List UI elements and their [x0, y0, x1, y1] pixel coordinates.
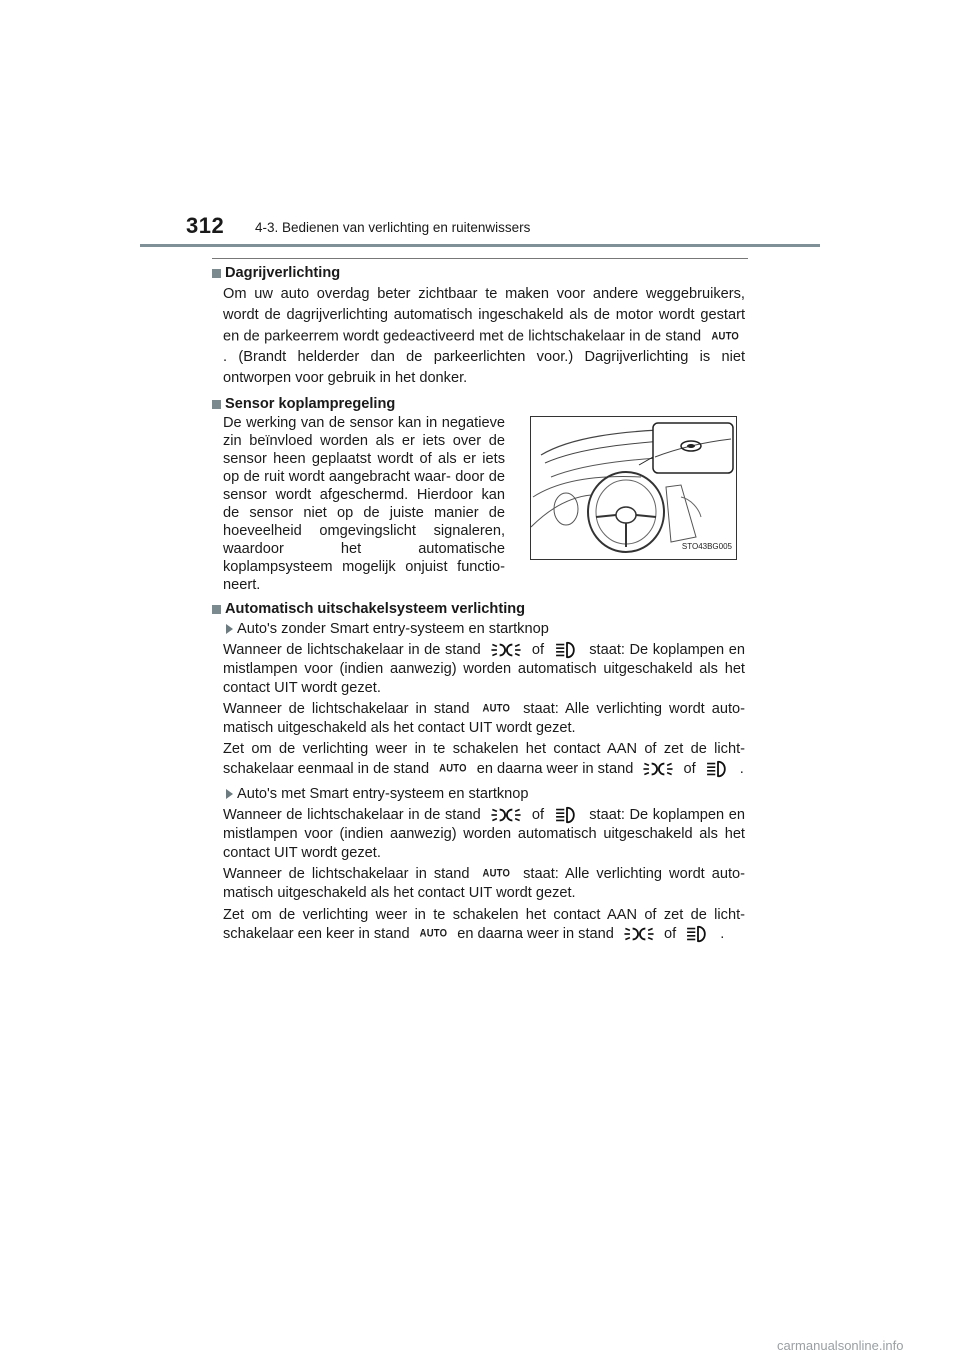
subheading-text: Auto's met Smart entry-systeem en startknop	[237, 785, 529, 802]
para-text: .	[739, 760, 744, 777]
sensor-paragraph: De werking van de sensor kan in negatieve zin beïnvloed worden als er iets over de sensor heen geplaatst wordt of als er iets op de ruit wordt aangebracht waar- door de sensor wordt afgeschermd. Hierdoor kan de sensor niet op de juiste manier de hoeveelheid omgevingslicht signaleren, waardoor het automatische koplampsysteem mogelijk onjuist functio- neert.	[223, 415, 505, 594]
parking-lights-icon	[641, 759, 675, 779]
auto-icon: AUTO	[482, 702, 511, 716]
headlights-icon	[553, 640, 581, 660]
subheading-text: Auto's zonder Smart entry-systeem en startknop	[237, 620, 549, 637]
watermark-link[interactable]: carmanualsonline.info	[777, 1338, 904, 1353]
para-text: Wanneer de lichtschakelaar in de stand	[223, 642, 481, 659]
drl-text-b: . (Brandt helderder dan de parkeerlichten voor.) Dagrijverlichting is niet ontworpen voor gebruik in het donker.	[223, 348, 745, 386]
with-smart-p2	[212, 865, 745, 902]
with-smart-p1	[212, 805, 745, 862]
without-smart-p2	[212, 700, 745, 737]
subheading-with-smart	[212, 785, 745, 804]
section-heading-text: Automatisch uitschakelsysteem verlichting	[225, 601, 526, 618]
para-text: staat: Alle verlichting wordt auto- matisch uitgeschakeld als het contact UIT wordt gezet.	[223, 866, 746, 902]
para-text: of	[531, 807, 545, 824]
square-bullet-icon	[212, 605, 221, 614]
para-text: en daarna weer in stand	[457, 925, 614, 942]
drl-text-a: Om uw auto overdag beter zichtbaar te maken voor andere weggebruikers, wordt de dagrijverlichting automatisch ingeschakeld als de motor wordt gestart en de parkeerrem wordt gedeactiveerd met de lichtschakelaar in de stand	[223, 285, 745, 344]
headlights-icon	[684, 924, 712, 944]
headlights-icon	[704, 759, 732, 779]
subheading-without-smart	[212, 620, 745, 639]
para-text: Zet om de verlichting weer in te schakelen het contact AAN of zet de licht- schakelaar een keer in stand	[223, 906, 745, 942]
section-heading-sensor	[212, 395, 745, 414]
auto-icon: AUTO	[439, 761, 467, 775]
without-smart-p3	[212, 740, 745, 779]
section-heading-text: Sensor koplampregeling	[225, 395, 396, 412]
without-smart-p1	[212, 640, 745, 697]
parking-lights-icon	[489, 805, 523, 825]
para-text: of	[531, 642, 545, 659]
header-rule	[140, 244, 820, 247]
section-divider	[212, 258, 748, 259]
triangle-arrow-icon	[226, 789, 233, 799]
main-content	[212, 264, 745, 950]
square-bullet-icon	[212, 269, 221, 278]
para-text: .	[720, 925, 725, 942]
page-number: 312	[186, 213, 225, 238]
para-text: Wanneer de lichtschakelaar in stand	[223, 866, 470, 883]
para-text: staat: De koplampen en mistlampen voor (indien aanwezig) worden automatisch uitgeschakeld als het contact UIT wordt gezet.	[223, 642, 745, 696]
headlights-icon	[553, 805, 581, 825]
para-text: Zet om de verlichting weer in te schakelen het contact AAN of zet de licht- schakelaar eenmaal in de stand	[223, 741, 745, 777]
chapter-title: 4-3. Bedienen van verlichting en ruitenwissers	[255, 220, 531, 235]
with-smart-p3	[212, 906, 745, 945]
para-text: staat: Alle verlichting wordt auto- matisch uitgeschakeld als het contact UIT wordt gezet.	[223, 701, 746, 736]
section-heading-text: Dagrijverlichting	[225, 265, 341, 281]
section-heading-drl	[212, 264, 745, 283]
parking-lights-icon	[622, 924, 656, 944]
drl-paragraph	[212, 284, 745, 389]
triangle-arrow-icon	[226, 624, 233, 634]
auto-icon: AUTO	[482, 867, 511, 881]
para-text: of	[663, 925, 677, 942]
auto-icon: AUTO	[419, 926, 448, 940]
figure-code: STO43BG005	[681, 541, 732, 551]
para-text: en daarna weer in stand	[476, 760, 634, 777]
parking-lights-icon	[489, 640, 523, 660]
square-bullet-icon	[212, 400, 221, 409]
dashboard-sensor-figure	[530, 416, 737, 560]
para-text: Wanneer de lichtschakelaar in de stand	[223, 807, 481, 824]
para-text: of	[683, 760, 696, 777]
section-heading-auto-off	[212, 600, 745, 619]
sensor-row	[212, 414, 745, 594]
para-text: staat: De koplampen en mistlampen voor (indien aanwezig) worden automatisch uitgeschakeld als het contact UIT wordt gezet.	[223, 807, 745, 861]
auto-icon: AUTO	[711, 329, 740, 343]
para-text: Wanneer de lichtschakelaar in stand	[223, 701, 470, 718]
